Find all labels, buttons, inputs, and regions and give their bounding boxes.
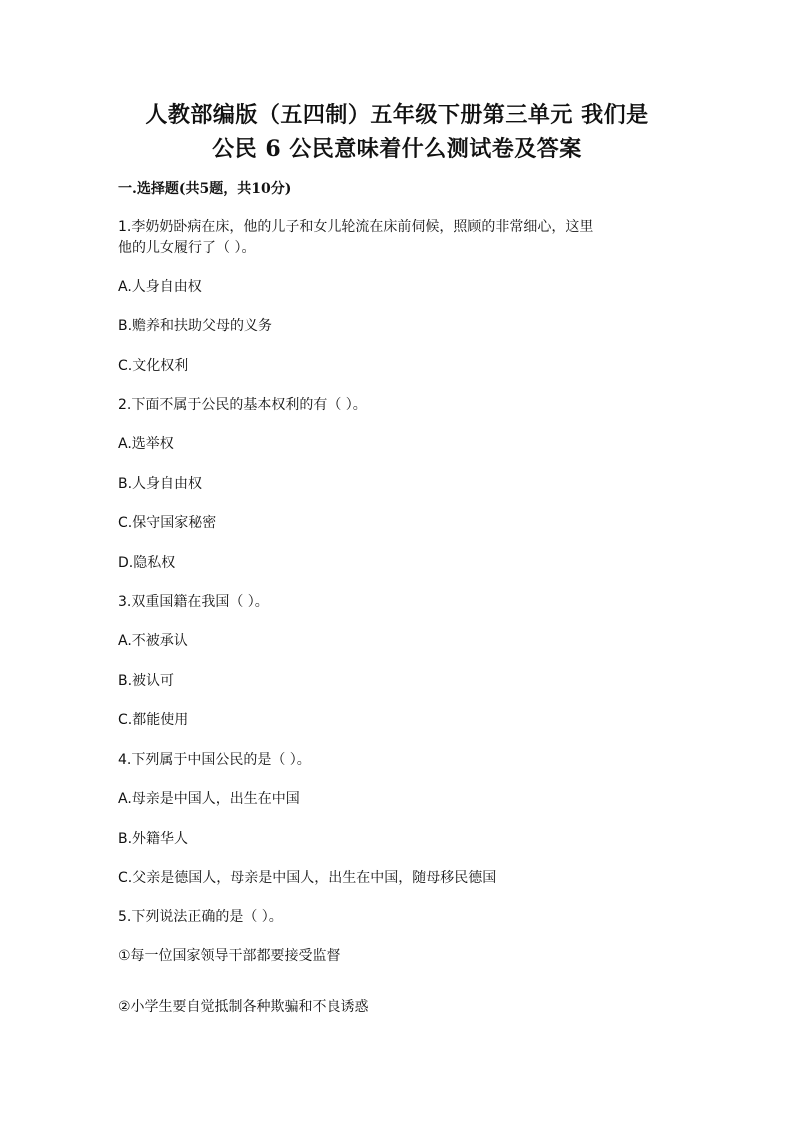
question-2-option-a: A.选举权 xyxy=(118,436,174,452)
question-5-item-2: ②小学生要自觉抵制各种欺骗和不良诱惑 xyxy=(118,999,369,1015)
question-1-stem-line-1: 1.李奶奶卧病在床，他的儿子和女儿轮流在床前伺候，照顾的非常细心，这里 xyxy=(118,219,594,235)
question-1-option-a: A.人身自由权 xyxy=(118,279,202,295)
question-3-option-c: C.都能使用 xyxy=(118,712,189,728)
question-1-option-b: B.赡养和扶助父母的义务 xyxy=(118,318,273,334)
question-4-option-a: A.母亲是中国人，出生在中国 xyxy=(118,791,300,807)
question-4-stem: 4.下列属于中国公民的是（ ）。 xyxy=(118,752,311,768)
question-3-option-b: B.被认可 xyxy=(118,673,175,689)
question-5-item-1: ①每一位国家领导干部都要接受监督 xyxy=(118,948,341,964)
document-title-line-1: 人教部编版（五四制）五年级下册第三单元 我们是 xyxy=(145,102,649,128)
question-2-option-d: D.隐私权 xyxy=(118,555,176,571)
question-3-stem: 3.双重国籍在我国（ ）。 xyxy=(118,594,269,610)
question-2-option-c: C.保守国家秘密 xyxy=(118,515,217,531)
question-2-option-b: B.人身自由权 xyxy=(118,476,203,492)
question-5-stem: 5.下列说法正确的是（ ）。 xyxy=(118,909,283,925)
document-title-line-2: 公民 6 公民意味着什么测试卷及答案 xyxy=(212,136,582,162)
question-3-option-a: A.不被承认 xyxy=(118,633,188,649)
question-1-option-c: C.文化权利 xyxy=(118,358,189,374)
section-heading: 一.选择题(共5题，共10分) xyxy=(118,181,292,197)
question-4-option-b: B.外籍华人 xyxy=(118,831,189,847)
question-4-option-c: C.父亲是德国人，母亲是中国人，出生在中国，随母移民德国 xyxy=(118,870,497,886)
question-2-stem: 2.下面不属于公民的基本权利的有（ ）。 xyxy=(118,397,367,413)
question-1-stem-line-2: 他的儿女履行了（ ）。 xyxy=(118,240,256,256)
